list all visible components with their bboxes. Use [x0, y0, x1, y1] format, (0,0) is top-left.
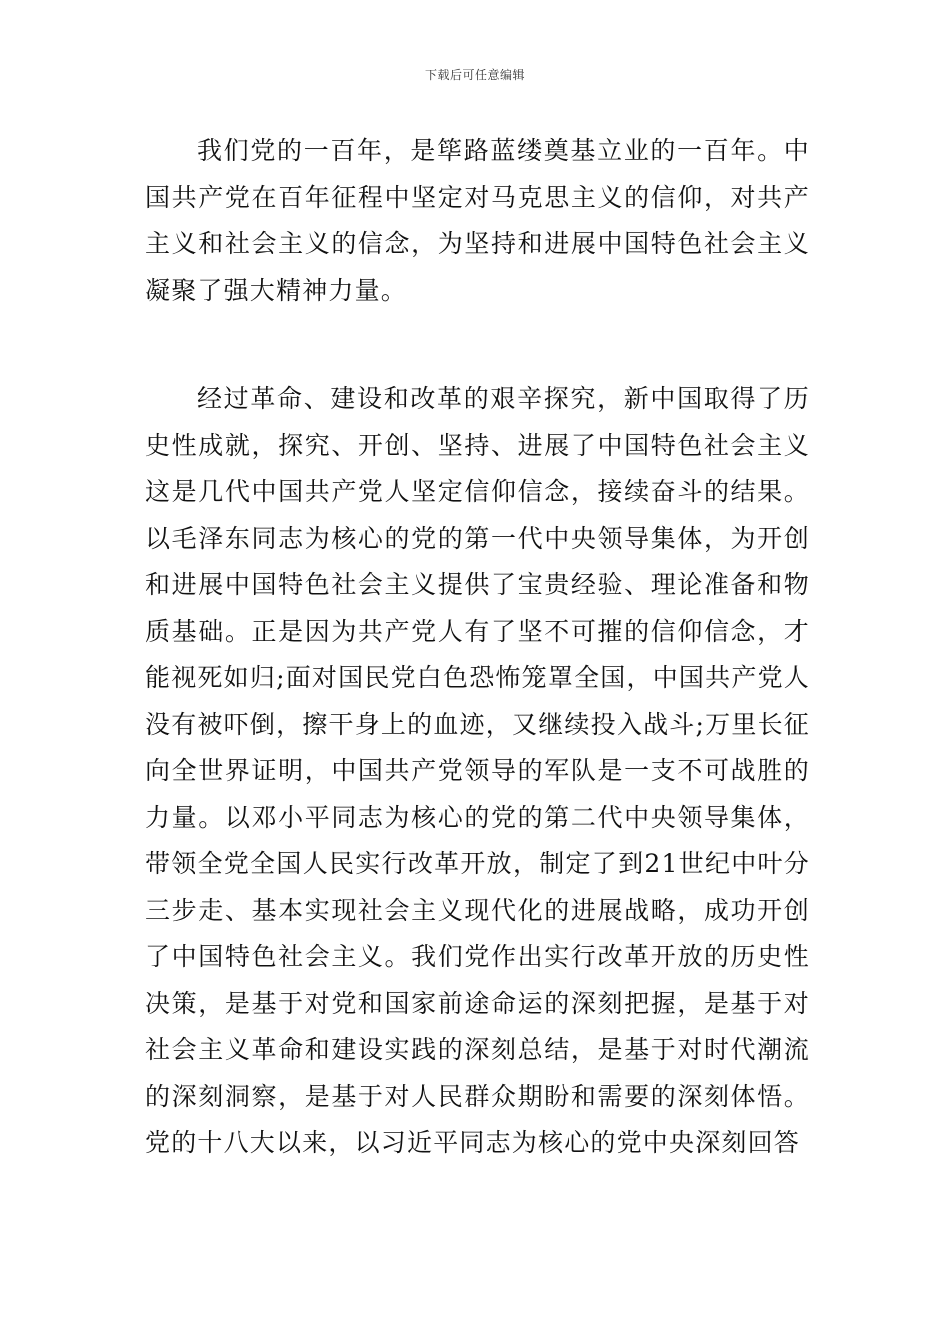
paragraph-1: 我们党的一百年，是筚路蓝缕奠基立业的一百年。中国共产党在百年征程中坚定对马克思主义的信仰，对共产主义和社会主义的信念，为坚持和进展中国特色社会主义凝聚了强大精神力量。	[145, 136, 810, 305]
paragraph-2: 经过革命、建设和改革的艰辛探究，新中国取得了历史性成就，探究、开创、坚持、进展了中国特色社会主义这是几代中国共产党人坚定信仰信念，接续奋斗的结果。以毛泽东同志为核心的党的第一代中央领导集体，为开创和进展中国特色社会主义提供了宝贵经验、理论准备和物质基础。正是因为共产党人有了坚不可摧的信仰信念，才能视死如归;面对国民党白色恐怖笼罩全国，中国共产党人没有被吓倒，擦干身上的血迹，又继续投入战斗;万里长征向全世界证明，中国共产党领导的军队是一支不可战胜的力量。以邓小平同志为核心的党的第二代中央领导集体，带领全党全国人民实行改革开放，制定了到21世纪中叶分三步走、基本实现社会主义现代化的进展战略，成功开创了中国特色社会主义。我们党作出实行改革开放的历史性决策，是基于对党和国家前途命运的深刻把握，是基于对社会主义革命和建设实践的深刻总结，是基于对时代潮流的深刻洞察，是基于对人民群众期盼和需要的深刻体悟。党的十八大以来，以习近平同志为核心的党中央深刻回答	[145, 384, 810, 1157]
page-header-note: 下载后可任意编辑	[424, 68, 525, 82]
